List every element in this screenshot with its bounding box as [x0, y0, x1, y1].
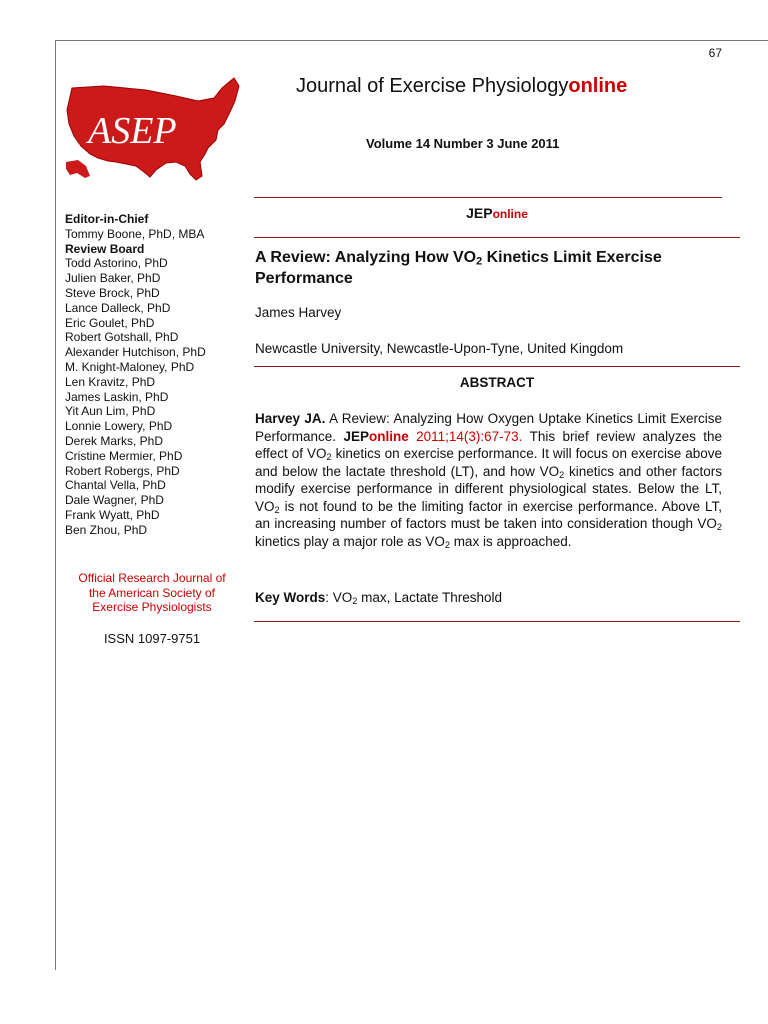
- board-member: Yit Aun Lim, PhD: [65, 404, 156, 419]
- board-member: Frank Wyatt, PhD: [65, 507, 160, 522]
- keywords-label: Key Words: [255, 590, 326, 605]
- official-journal-note: [66, 571, 238, 615]
- issue-line: Volume 14 Number 3 June 2011: [366, 136, 560, 151]
- article-title: [255, 247, 741, 289]
- abstract-top-rule: [254, 366, 740, 367]
- board-member: Robert Robergs, PhD: [65, 463, 180, 478]
- board-member: Alexander Hutchison, PhD: [65, 345, 206, 360]
- official-note-line: Exercise Physiologists: [92, 600, 212, 614]
- abstract-text: max is approached.: [449, 533, 572, 549]
- keywords-text: max, Lactate Threshold: [357, 590, 502, 605]
- board-member: Lance Dalleck, PhD: [65, 300, 171, 315]
- journal-title-main: Journal of Exercise Physiology: [296, 75, 569, 97]
- board-member: Ben Zhou, PhD: [65, 522, 148, 537]
- keywords: [255, 590, 502, 605]
- citation-title: A Review: Analyzing How Oxygen Uptake Kinetics Limit Exercise Performance.: [255, 411, 723, 444]
- journal-title: [296, 75, 627, 98]
- board-member: Lonnie Lowery, PhD: [65, 419, 173, 434]
- keywords-text: : VO: [325, 590, 353, 605]
- abstract-text: This brief review analyzes the effect of VO: [255, 428, 723, 461]
- official-note-line: the American Society of: [88, 585, 216, 600]
- header-rule: [254, 197, 722, 198]
- abstract-text: kinetics play a major role as VO: [255, 533, 445, 549]
- jep-accent: online: [492, 207, 528, 221]
- board-member: M. Knight-Maloney, PhD: [65, 359, 195, 374]
- review-board-heading: Review Board: [65, 241, 145, 256]
- board-member: Todd Astorino, PhD: [65, 256, 168, 271]
- official-note-line: Official Research Journal of: [78, 571, 226, 585]
- editor-heading: Editor-in-Chief: [65, 212, 149, 226]
- page-frame-left-line: [55, 40, 56, 970]
- affiliation: Newcastle University, Newcastle-Upon-Tyne, United Kingdom: [255, 341, 624, 356]
- board-member: Chantal Vella, PhD: [65, 478, 166, 493]
- jep-main: JEP: [466, 205, 493, 221]
- abstract-heading: ABSTRACT: [459, 375, 535, 390]
- board-member: Len Kravitz, PhD: [65, 374, 156, 389]
- keywords-bottom-rule: [254, 621, 740, 622]
- subscript: 2: [326, 452, 332, 463]
- subscript: 2: [559, 469, 565, 480]
- citation-author: Harvey JA.: [255, 411, 326, 426]
- subscript: 2: [716, 522, 722, 533]
- author: James Harvey: [255, 305, 342, 320]
- alaska-shape: [66, 160, 90, 178]
- citation-journal: JEP: [343, 428, 369, 444]
- board-member: Robert Gotshall, PhD: [65, 330, 179, 345]
- title-top-rule: [254, 237, 740, 238]
- asep-logo: [64, 74, 242, 192]
- board-member: James Laskin, PhD: [65, 389, 169, 404]
- board-member: Cristine Mermier, PhD: [65, 448, 183, 463]
- board-member: Dale Wagner, PhD: [65, 493, 164, 508]
- abstract-text: is not found to be the limiting factor in exercise performance. Above LT, an increasing number of factors must be taken into consideration though VO: [255, 498, 722, 531]
- abstract-text: kinetics on exercise performance. It will focus on exercise above and below the lactate threshold (LT), and how VO: [255, 446, 722, 479]
- board-member: Julien Baker, PhD: [65, 271, 161, 286]
- title-subscript: 2: [476, 255, 483, 268]
- board-member: Eric Goulet, PhD: [65, 315, 155, 330]
- board-member: Derek Marks, PhD: [65, 433, 164, 448]
- journal-title-accent: online: [568, 75, 628, 97]
- title-text: Kinetics Limit Exercise Performance: [255, 249, 662, 287]
- page-frame-top-line: [55, 40, 768, 41]
- page-number: 67: [708, 46, 722, 60]
- subscript: 2: [352, 596, 358, 607]
- editor-name: Tommy Boone, PhD, MBA: [65, 226, 205, 241]
- editorial-sidebar: [65, 212, 245, 538]
- abstract-body: [255, 410, 722, 550]
- subscript: 2: [274, 504, 280, 515]
- citation-journal-accent: online: [368, 428, 409, 444]
- issn: ISSN 1097-9751: [103, 631, 201, 646]
- board-member: Steve Brock, PhD: [65, 285, 160, 300]
- subscript: 2: [444, 539, 450, 550]
- jep-online-heading: [254, 205, 740, 221]
- title-text: A Review: Analyzing How VO: [255, 249, 477, 266]
- logo-text: ASEP: [88, 110, 177, 152]
- abstract-text: kinetics and other factors modify exercise performance in different physiological states. Below the LT, VO: [255, 463, 723, 514]
- citation-reference: 2011;14(3):67-73.: [408, 428, 523, 444]
